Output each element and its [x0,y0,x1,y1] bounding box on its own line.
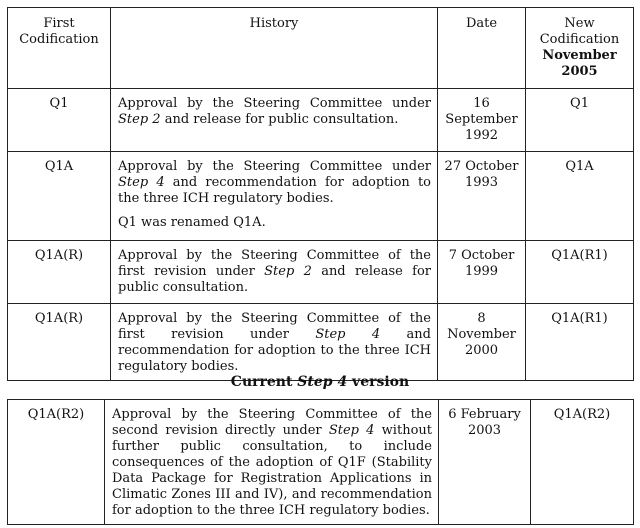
new-code-cell: Q1 [526,89,634,152]
table-row [8,152,634,241]
table-row [8,304,634,381]
date-cell: 6 February 2003 [439,400,531,525]
history-cell [111,304,438,381]
history-text: Approval by the Steering Committee under Step 2 and release for public consultation. [118,96,431,127]
history-cell [105,400,439,525]
current-version-table [7,399,634,525]
history-cell [111,241,438,304]
header-new-codification-label: New Codification [539,16,620,47]
new-code-cell: Q1A [526,152,634,241]
history-text: Approval by the Steering Committee under Step 4 and recommendation for adoption to the three ICH regulatory bodies. [118,159,431,206]
header-history: History [111,8,438,89]
history-text: Approval by the Steering Committee of the first revision under Step 2 and release for public consultation. [118,248,431,295]
current-version-caption: Current Step 4 version [230,374,410,390]
date-cell: 27 October 1993 [438,152,526,241]
history-text: Approval by the Steering Committee of the first revision under Step 4 and recommendation for adoption to the three ICH regulatory bodies. [118,311,432,374]
first-code-cell: Q1 [8,89,111,152]
first-code-cell: Q1A [8,152,111,241]
header-date: Date [438,8,526,89]
history-cell [111,152,438,241]
table-row [8,241,634,304]
date-cell: 16 September 1992 [438,89,526,152]
first-code-cell: Q1A(R2) [8,400,105,525]
date-cell: 8 November 2000 [438,304,526,381]
header-new-codification-date: November 2005 [542,48,617,79]
header-first-codification: First Codification [8,8,111,89]
history-note: Q1 was renamed Q1A. [118,215,266,230]
table-row [8,400,634,525]
new-code-cell: Q1A(R1) [526,241,634,304]
date-cell: 7 October 1999 [438,241,526,304]
new-code-cell: Q1A(R1) [526,304,634,381]
header-row [8,8,634,89]
first-code-cell: Q1A(R) [8,241,111,304]
history-text: Approval by the Steering Committee of the second revision directly under Step 4 without further public consultation, to include consequences of the adoption of Q1F (Stability Data Package for Registration Applications in Climatic Zones III and IV), and recommendation for adoption to the three ICH regulatory bodies. [112,407,432,518]
history-cell [111,89,438,152]
header-new-codification [526,8,634,89]
first-code-cell: Q1A(R) [8,304,111,381]
history-table [7,7,634,381]
new-code-cell: Q1A(R2) [531,400,634,525]
table-row [8,89,634,152]
